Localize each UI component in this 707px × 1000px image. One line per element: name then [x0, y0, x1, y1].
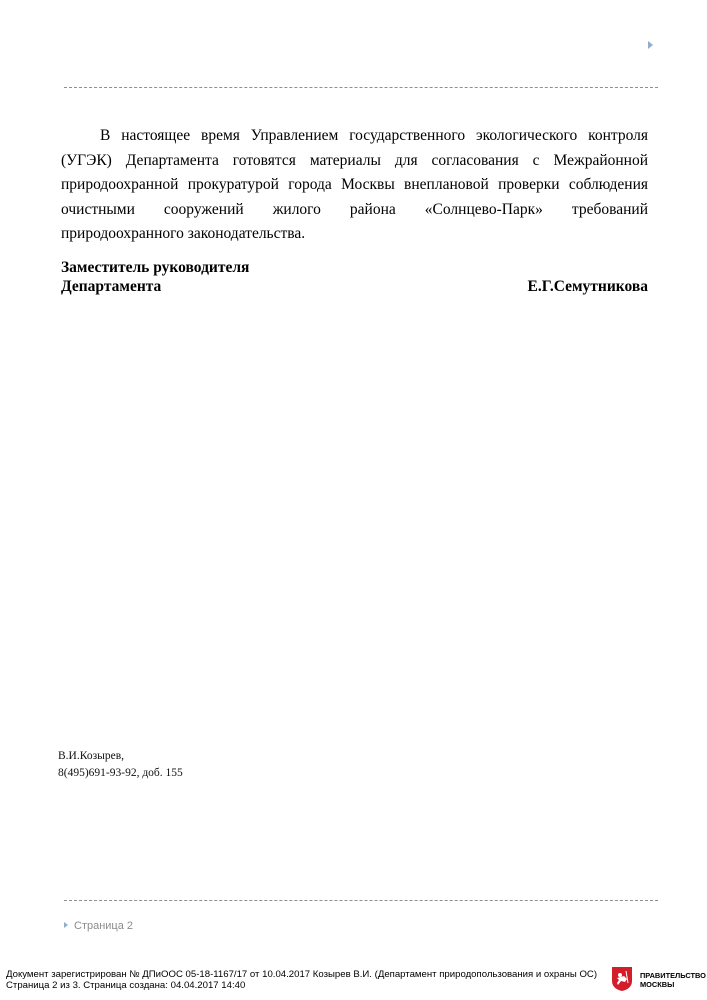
- footer-marker-icon: [64, 922, 68, 928]
- signatory-name: Е.Г.Семутникова: [527, 278, 648, 295]
- page-label: Страница 2: [74, 920, 134, 932]
- header-separator: [64, 87, 658, 88]
- signatory-title-line1: Заместитель руководителя: [61, 259, 250, 276]
- government-logo-line2: МОСКВЫ: [640, 980, 675, 989]
- registration-line1: Документ зарегистрирован № ДПиООС 05-18-1167/17 от 10.04.2017 Козырев В.И. (Департамент природопользования и охраны ОС): [6, 969, 598, 980]
- page-footer: [64, 920, 133, 932]
- moscow-coat-of-arms-icon: [611, 966, 633, 992]
- registration-line2: Страница 2 из 3. Страница создана: 04.04.2017 14:40: [6, 980, 246, 991]
- footer-separator: [64, 900, 658, 901]
- signatory-title-line2: Департамента: [61, 278, 162, 295]
- letter-paragraph: В настоящее время Управлением государственного экологического контроля (УГЭК) Департамента готовятся материалы для согласования с Межрайонной природоохранной прокуратурой города Москвы внеплановой проверки соблюдения очистными сооружений жилого района «Солнцево-Парк» требований природоохранного законодательства.: [61, 127, 648, 242]
- executor-phone: 8(495)691-93-92, доб. 155: [58, 767, 183, 779]
- registration-stamp: [6, 969, 596, 991]
- executor-block: [58, 748, 183, 782]
- header-marker-icon: [648, 41, 653, 49]
- government-logo-text: [640, 971, 706, 989]
- government-logo-line1: ПРАВИТЕЛЬСТВО: [640, 971, 706, 980]
- executor-name: В.И.Козырев,: [58, 750, 125, 762]
